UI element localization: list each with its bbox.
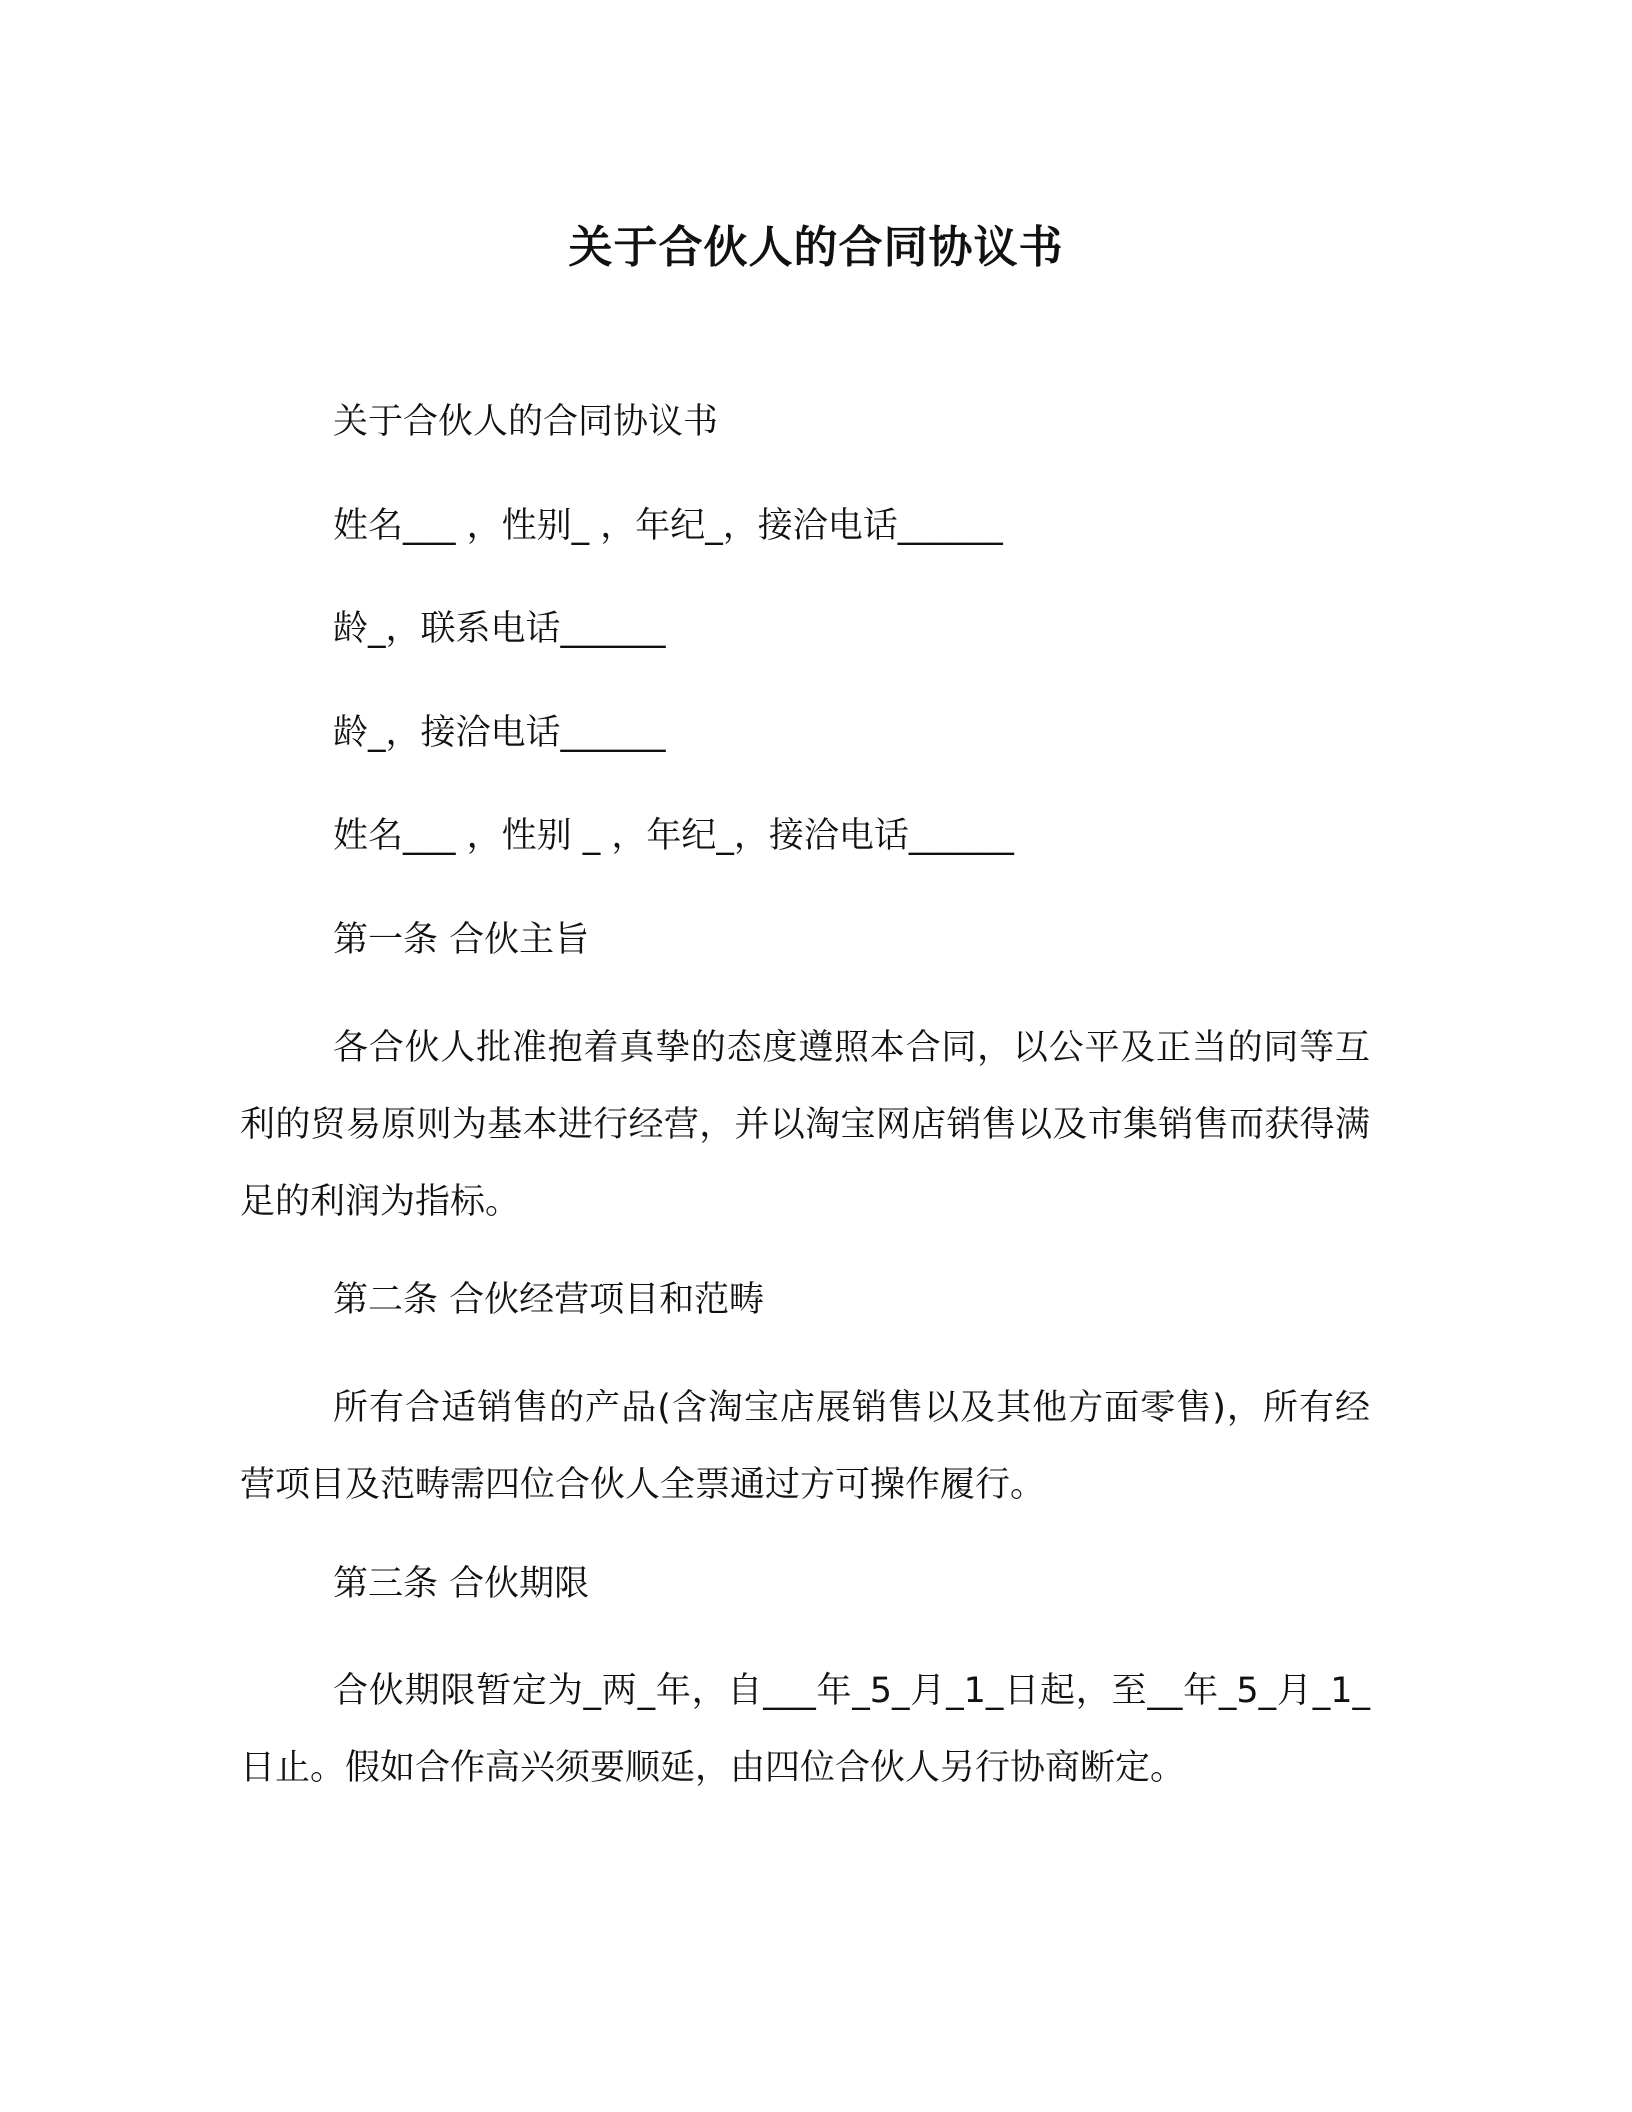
article-3-heading: 第三条 合伙期限 xyxy=(333,1564,590,1604)
document-title: 关于合伙人的合同协议书 xyxy=(568,222,1064,273)
party-line-3: 龄_，接洽电话______ xyxy=(333,713,666,753)
party-line-4: 姓名___ ，性别 _ ，年纪_，接洽电话______ xyxy=(333,816,1014,856)
article-3-body: 合伙期限暂定为_两_年，自___年_5_月_1_日起，至__年_5_月_1_日止。假如合作高兴须要顺延，由四位合伙人另行协商断定。 xyxy=(240,1671,1370,1788)
article-2-body: 所有合适销售的产品(含淘宝店展销售以及其他方面零售)，所有经营项目及范畴需四位合伙人全票通过方可操作履行。 xyxy=(240,1388,1370,1505)
article-2-heading: 第二条 合伙经营项目和范畴 xyxy=(333,1280,765,1320)
document-subtitle: 关于合伙人的合同协议书 xyxy=(333,402,719,442)
article-1-body: 各合伙人批准抱着真挚的态度遵照本合同，以公平及正当的同等互利的贸易原则为基本进行经营，并以淘宝网店销售以及市集销售而获得满足的利润为指标。 xyxy=(240,1028,1370,1222)
article-1-heading: 第一条 合伙主旨 xyxy=(333,920,590,960)
party-line-1: 姓名___ ，性别_ ，年纪_，接洽电话______ xyxy=(333,506,1003,546)
party-line-2: 龄_，联系电话______ xyxy=(333,609,666,649)
